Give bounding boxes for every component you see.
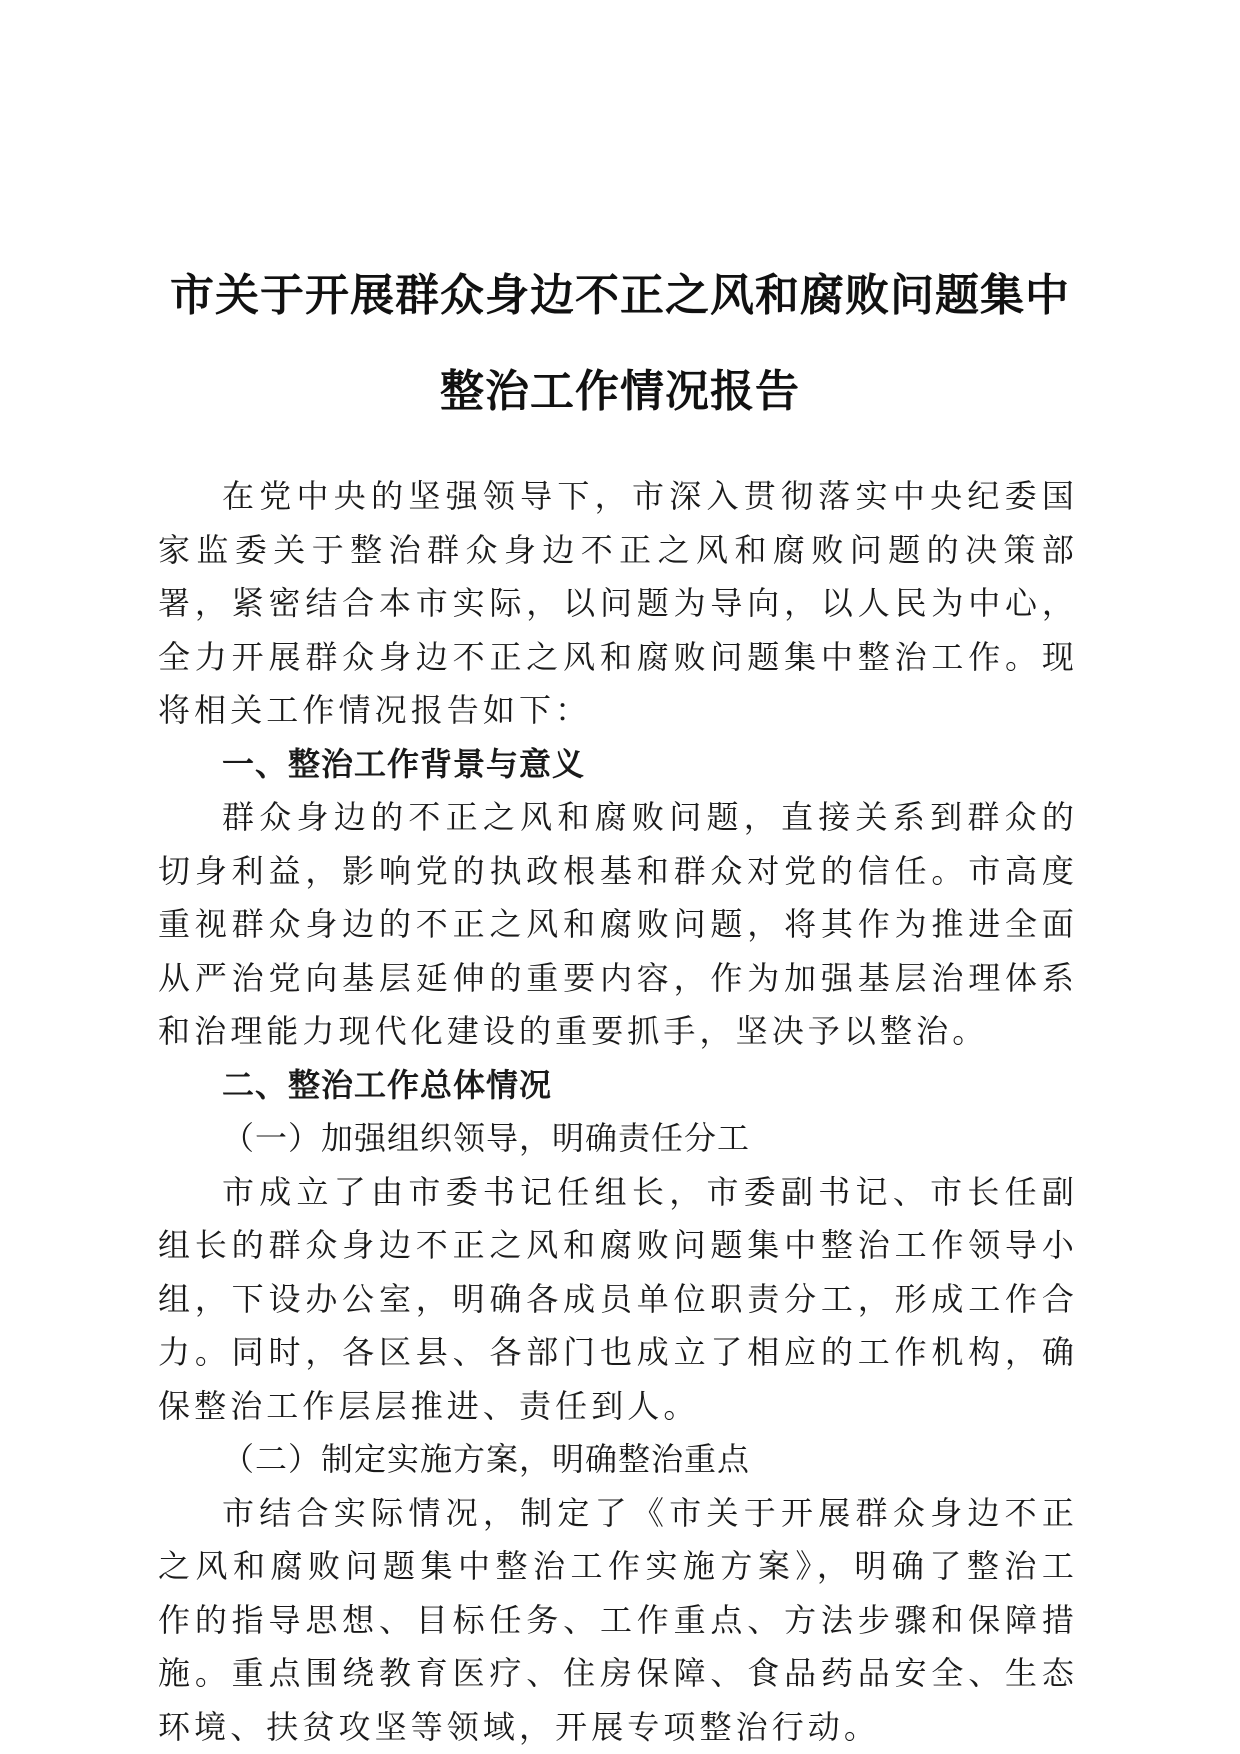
subsection-2-paragraph: 市结合实际情况，制定了《市关于开展群众身边不正之风和腐败问题集中整治工作实施方案》，明确了整治工作的指导思想、目标任务、工作重点、方法步骤和保障措施。重点围绕教育医疗、住房保障、食品药品安全、生态环境、扶贫攻坚等领域，开展专项整治行动。	[158, 1493, 1078, 1746]
subsection-1-paragraph: 市成立了由市委书记任组长，市委副书记、市长任副组长的群众身边不正之风和腐败问题集中整治工作领导小组，下设办公室，明确各成员单位职责分工，形成工作合力。同时，各区县、各部门也成立了相应的工作机构，确保整治工作层层推进、责任到人。	[158, 1172, 1078, 1425]
section-2-heading: 二、整治工作总体情况	[222, 1065, 553, 1104]
intro-paragraph: 在党中央的坚强领导下，市深入贯彻落实中央纪委国家监委关于整治群众身边不正之风和腐败问题的决策部署，紧密结合本市实际，以问题为导向，以人民为中心，全力开展群众身边不正之风和腐败问题集中整治工作。现将相关工作情况报告如下：	[158, 477, 1078, 729]
document-body	[158, 470, 1078, 1754]
document-title	[155, 248, 1085, 440]
subsection-1-heading: （一）加强组织领导，明确责任分工	[222, 1119, 751, 1157]
document-title-line-2: 整治工作情况报告	[440, 366, 800, 417]
document-title-line-1: 市关于开展群众身边不正之风和腐败问题集中	[170, 270, 1070, 321]
subsection-2-heading: （二）制定实施方案，明确整治重点	[222, 1440, 751, 1478]
section-1-heading: 一、整治工作背景与意义	[222, 744, 586, 783]
section-1-paragraph: 群众身边的不正之风和腐败问题，直接关系到群众的切身利益，影响党的执政根基和群众对党的信任。市高度重视群众身边的不正之风和腐败问题，将其作为推进全面从严治党向基层延伸的重要内容，作为加强基层治理体系和治理能力现代化建设的重要抓手，坚决予以整治。	[158, 798, 1078, 1050]
